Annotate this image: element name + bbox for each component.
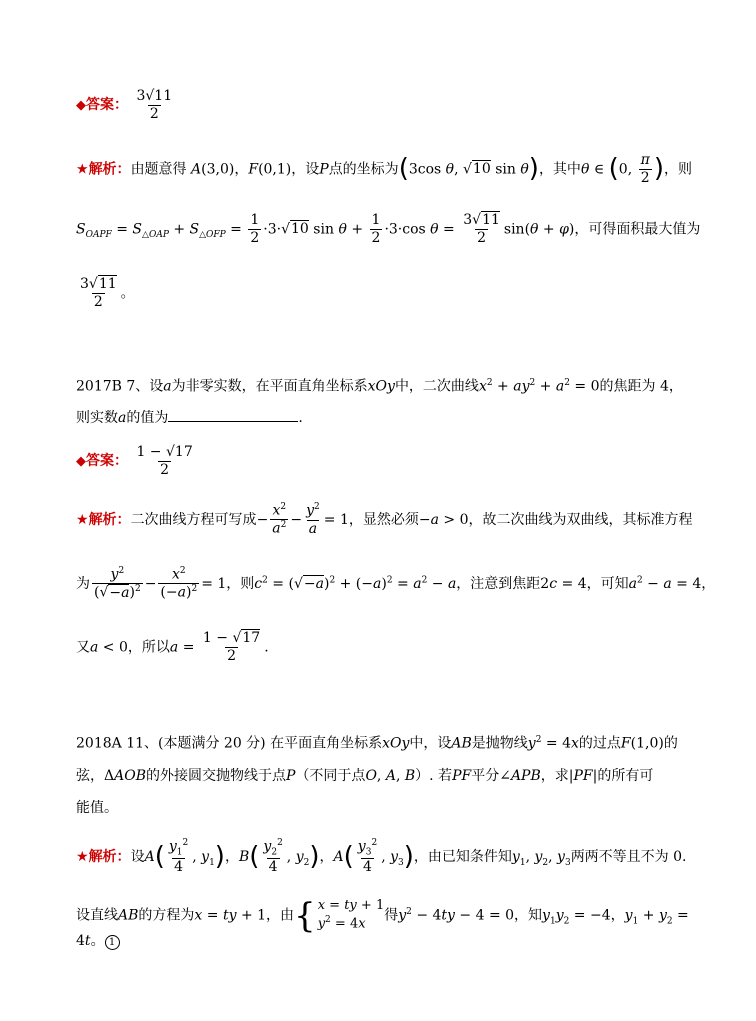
problem-text: 能值。	[76, 800, 118, 816]
answer-label: 答案：	[86, 97, 128, 114]
analysis-2-line-2: 为 $\frac{y^2}{(√-a)^2}$ − $\frac{x^2}{(-a)^2}$ = 1，则$c^2 = (√-a)^2 + (-a)^2 = a^2 - a$，注意到焦距2c = 4，可知$a^2 - a = 4$，	[76, 566, 716, 602]
analysis-text: 两两不等且不为 0.	[570, 849, 687, 866]
analysis-line-2: $S_{OAPF} = S_{\triangle OAP} + S_{\triangle OFP}$ = $\frac{1}{2}$ ·3·√10 sin θ + $\frac{1}{2}$ ·3·cos θ = $\frac{3√11}{2}$ sin(θ + φ)，可得面积最大值为	[76, 212, 701, 246]
problem-text: 弦，	[76, 768, 104, 784]
analysis-text: 为	[76, 575, 90, 592]
problem-text: 的过点	[578, 735, 621, 752]
analysis-text: .	[264, 639, 269, 656]
problem-text: 的	[663, 735, 678, 752]
analysis-text: ，由	[266, 907, 295, 924]
problem-2017b-line-1: 2017B 7、设a为非零实数，在平面直角坐标系xOy中，二次曲线$x^2 + ay^2 + a^2 = 0$的焦距为 4，	[76, 378, 683, 395]
analysis-text: 二次曲线方程可写成	[130, 511, 257, 528]
analysis-2-line-1: ★解析：二次曲线方程可写成− $\frac{x^2}{a^2}$ − $\frac{y^2}{a}$ = 1，显然必须−a > 0，故二次曲线为双曲线，其标准方程	[76, 502, 693, 538]
problem-2018a-line-3	[76, 800, 716, 817]
analysis-text: ，显然必须	[348, 511, 419, 528]
problem-text: 的外接圆交抛物线于点	[146, 768, 287, 784]
analysis-text: 设	[130, 849, 145, 866]
analysis-3-line-1: ★解析：设A( $\frac{y_1^2}{4}$ , $y_1$)，B( $\frac{y_2^2}{4}$ , $y_2$)，A( $\frac{y_3^2}{4}$ , $y_3$)，由已知条件知$y_1$, $y_2$, $y_3$两两不等且不为 0.	[76, 838, 687, 876]
answer-denominator: 2	[160, 461, 170, 478]
analysis-marker	[76, 161, 131, 177]
circled-one-icon: 1	[105, 935, 120, 950]
answer-numerator: 3√11	[136, 88, 173, 104]
analysis-line-3: $\frac{3√11}{2}$ 。	[80, 276, 135, 310]
star-icon: ★	[76, 161, 89, 178]
problem-text: ，求	[540, 768, 569, 784]
analysis-marker	[76, 849, 131, 865]
problem-text: 是抛物线	[471, 735, 528, 752]
diamond-icon: ◆	[76, 98, 86, 114]
analysis-text: ，	[701, 575, 716, 592]
analysis-text: ，故二次曲线为双曲线，其标准方程	[468, 511, 693, 528]
analysis-text: ，所以	[127, 639, 170, 656]
analysis-3-line-2: 设直线AB的方程为x = ty + 1，由 { x = ty + 1 $y^2 = 4x$ 得$y^2 - 4ty - 4 = 0$，知$y_1y_2 = -4$，$y_1 + y_2 = 4t$。 1	[76, 895, 689, 950]
analysis-text: 又	[76, 639, 90, 656]
answer-marker	[76, 453, 128, 469]
analysis-text: 点的坐标为	[328, 161, 399, 178]
analysis-text: 得	[384, 907, 399, 924]
equation-system: { x = ty + 1 $y^2 = 4x$	[294, 895, 385, 936]
analysis-2-line-3: 又a < 0，所以a = $\frac{1 - √17}{2}$ .	[76, 630, 269, 664]
analysis-text: 。	[90, 933, 105, 950]
problem-text: （不同于点	[295, 768, 366, 784]
problem-text: 为非零实数，在平面直角坐标系	[171, 378, 368, 395]
analysis-text: ，可知	[586, 575, 629, 592]
analysis-label: 解析：	[88, 161, 131, 178]
problem-text: ）. 若	[415, 768, 453, 784]
answer-blank	[168, 421, 298, 422]
analysis-marker	[76, 512, 131, 528]
analysis-label: 解析：	[88, 849, 131, 866]
analysis-text: ，则	[663, 161, 692, 178]
problem-text: 则实数	[76, 410, 118, 426]
analysis-text: 由题意得	[130, 161, 187, 178]
analysis-text: ，注意到焦距	[456, 575, 541, 592]
analysis-text: ，由已知条件知	[413, 849, 512, 866]
answer-denominator: 2	[149, 105, 159, 122]
problem-text: 中，设	[409, 735, 452, 752]
problem-2018a-line-2: 弦，ΔAOB的外接圆交抛物线于点P（不同于点O, A, B）. 若PF平分∠APB，求|PF|的所有可	[76, 768, 654, 784]
problem-text: 的所有可	[597, 768, 654, 784]
answer-marker	[76, 97, 128, 113]
analysis-text: ，知	[514, 907, 543, 924]
star-icon: ★	[76, 511, 89, 528]
answer-fraction	[134, 88, 174, 123]
answer-numerator: 1 − √17	[136, 444, 193, 460]
analysis-text: ，设	[291, 161, 320, 178]
answer-label: 答案：	[86, 453, 128, 470]
star-icon: ★	[76, 849, 89, 866]
problem-2017b-line-2: 则实数a的值为 .	[76, 410, 303, 426]
analysis-text: 的方程为	[138, 907, 195, 924]
analysis-label: 解析：	[88, 511, 131, 528]
analysis-text: ，其中	[538, 161, 581, 178]
problem-text: 中，二次曲线	[394, 378, 479, 395]
diamond-icon: ◆	[76, 454, 86, 470]
problem-text: 2017B 7、设	[76, 378, 164, 395]
analysis-text: ，则	[226, 575, 255, 592]
problem-text: 平分	[471, 768, 500, 784]
problem-2018a-line-1: 2018A 11、(本题满分 20 分) 在平面直角坐标系xOy中，设AB是抛物线$y^2 = 4x$的过点F(1,0)的	[76, 735, 678, 752]
problem-text: 的焦距为 4，	[599, 378, 683, 395]
problem-text: 的值为	[126, 410, 169, 426]
answer-line-2	[76, 444, 716, 479]
analysis-text: ，	[610, 907, 625, 924]
problem-text: .	[298, 410, 303, 426]
analysis-line-1: ★解析：由题意得 A(3,0)，F(0,1)，设P点的坐标为(3cos θ, √10 sin θ)，其中θ ∈ (0, $\frac{\pi}{2}$ )，则	[76, 152, 692, 186]
analysis-text: 设直线	[76, 907, 118, 924]
answer-line-1	[76, 88, 716, 123]
problem-text: 2018A 11、(本题满分 20 分) 在平面直角坐标系	[76, 735, 383, 752]
answer-fraction	[134, 444, 194, 479]
analysis-text: 。	[120, 285, 135, 302]
analysis-text: ，可得面积最大值为	[574, 221, 701, 238]
